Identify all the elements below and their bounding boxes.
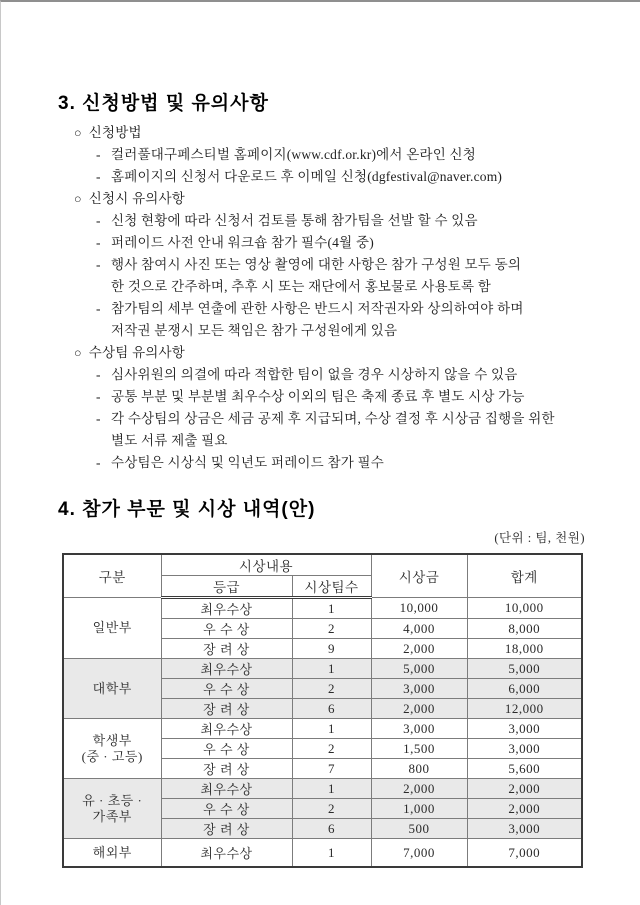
circle-bullet: ○ — [74, 346, 82, 360]
total-cell: 3,000 — [467, 719, 582, 739]
total-cell: 6,000 — [467, 679, 582, 699]
total-cell: 8,000 — [467, 619, 582, 639]
team-count-cell: 2 — [292, 679, 371, 699]
prize-cell: 3,000 — [371, 679, 467, 699]
prize-cell: 4,000 — [371, 619, 467, 639]
list-item-text: 공통 부분 및 부분별 최우수상 이외의 팀은 축제 종료 후 별도 시상 가능 — [111, 389, 525, 404]
prize-cell: 1,500 — [371, 739, 467, 759]
list-item-text: 각 수상팀의 상금은 세금 공제 후 지급되며, 수상 결정 후 시상금 집행을 위한 — [111, 411, 555, 426]
dash-bullet: - — [96, 213, 101, 228]
section4 — [58, 498, 600, 868]
list-item — [58, 298, 600, 320]
grade-cell: 우 수 상 — [161, 619, 292, 639]
category-cell — [63, 779, 161, 839]
dash-bullet: - — [96, 169, 101, 184]
list-item — [58, 364, 600, 386]
grade-cell: 최우수상 — [161, 598, 292, 619]
circle-bullet: ○ — [74, 126, 82, 140]
grade-cell: 최우수상 — [161, 779, 292, 799]
team-count-cell: 1 — [292, 659, 371, 679]
prize-cell: 5,000 — [371, 659, 467, 679]
block-heading — [58, 188, 600, 210]
list-item-text: 홈페이지의 신청서 다운로드 후 이메일 신청(dgfestival@naver.com) — [111, 169, 503, 184]
circle-bullet: ○ — [74, 192, 82, 206]
header-category: 구분 — [63, 554, 161, 598]
team-count-cell: 6 — [292, 699, 371, 719]
dash-bullet: - — [96, 235, 101, 250]
category-cell: 대학부 — [63, 659, 161, 719]
total-cell: 2,000 — [467, 799, 582, 819]
category-cell: 일반부 — [63, 598, 161, 659]
team-count-cell: 2 — [292, 739, 371, 759]
team-count-cell: 2 — [292, 799, 371, 819]
list-item-text: 신청 현황에 따라 신청서 검토를 통해 참가팀을 선발 할 수 있음 — [111, 213, 478, 228]
dash-bullet: - — [96, 147, 101, 162]
table-row — [63, 779, 582, 799]
list-item-text: 행사 참여시 사진 또는 영상 촬영에 대한 사항은 참가 구성원 모두 동의 — [111, 257, 522, 272]
total-cell: 7,000 — [467, 839, 582, 868]
list-item — [58, 254, 600, 276]
block-heading-text: 신청방법 — [88, 125, 142, 140]
list-item-continuation — [58, 276, 600, 298]
header-total: 합계 — [467, 554, 582, 598]
header-team-count: 시상팀수 — [292, 576, 371, 598]
category-line: (중 · 고등) — [81, 748, 143, 764]
table-row — [63, 839, 582, 868]
list-item — [58, 144, 600, 166]
block-heading — [58, 342, 600, 364]
grade-cell: 우 수 상 — [161, 799, 292, 819]
total-cell: 12,000 — [467, 699, 582, 719]
table-row — [63, 659, 582, 679]
total-cell: 3,000 — [467, 819, 582, 839]
category-cell: 해외부 — [63, 839, 161, 868]
grade-cell: 최우수상 — [161, 659, 292, 679]
list-item — [58, 210, 600, 232]
team-count-cell: 6 — [292, 819, 371, 839]
total-cell: 3,000 — [467, 739, 582, 759]
dash-bullet: - — [96, 301, 101, 316]
grade-cell: 최우수상 — [161, 719, 292, 739]
grade-cell: 우 수 상 — [161, 739, 292, 759]
category-line: 가족부 — [92, 808, 132, 824]
grade-cell: 우 수 상 — [161, 679, 292, 699]
prize-cell: 2,000 — [371, 639, 467, 659]
category-line: 학생부 — [92, 732, 132, 748]
list-item — [58, 386, 600, 408]
header-award-content: 시상내용 — [161, 554, 371, 576]
prize-cell: 3,000 — [371, 719, 467, 739]
section3-title: 3. 신청방법 및 유의사항 — [58, 93, 269, 114]
prize-cell: 10,000 — [371, 598, 467, 619]
grade-cell: 최우수상 — [161, 839, 292, 868]
total-cell: 5,000 — [467, 659, 582, 679]
block-heading-text: 신청시 유의사항 — [88, 191, 186, 206]
list-item-continuation — [58, 320, 600, 342]
list-item-text: 한 것으로 간주하며, 추후 시 또는 재단에서 홍보물로 사용토록 함 — [111, 279, 492, 294]
section3-block-winner-notes — [58, 342, 600, 474]
unit-note: (단위 : 팀, 천원) — [494, 531, 585, 545]
team-count-cell: 1 — [292, 598, 371, 619]
dash-bullet: - — [96, 411, 101, 426]
grade-cell: 장 려 상 — [161, 639, 292, 659]
section4-title: 4. 참가 부문 및 시상 내역(안) — [58, 499, 316, 520]
block-heading — [58, 122, 600, 144]
table-row — [63, 719, 582, 739]
category-line: 유 · 초등 · — [82, 792, 143, 808]
list-item-text: 수상팀은 시상식 및 익년도 퍼레이드 참가 필수 — [111, 455, 385, 470]
category-cell — [63, 719, 161, 779]
team-count-cell: 1 — [292, 719, 371, 739]
list-item — [58, 452, 600, 474]
list-item-text: 별도 서류 제출 필요 — [111, 433, 228, 448]
prize-cell: 800 — [371, 759, 467, 779]
list-item-text: 저작권 분쟁시 모든 책임은 참가 구성원에게 있음 — [111, 323, 398, 338]
award-table — [62, 553, 583, 868]
team-count-cell: 7 — [292, 759, 371, 779]
dash-bullet: - — [96, 257, 101, 272]
prize-cell: 7,000 — [371, 839, 467, 868]
grade-cell: 장 려 상 — [161, 759, 292, 779]
dash-bullet: - — [96, 389, 101, 404]
grade-cell: 장 려 상 — [161, 819, 292, 839]
list-item-continuation — [58, 430, 600, 452]
prize-cell: 2,000 — [371, 699, 467, 719]
list-item-text: 참가팀의 세부 연출에 관한 사항은 반드시 저작권자와 상의하여야 하며 — [111, 301, 524, 316]
list-item — [58, 408, 600, 430]
total-cell: 18,000 — [467, 639, 582, 659]
dash-bullet: - — [96, 455, 101, 470]
grade-cell: 장 려 상 — [161, 699, 292, 719]
section3-block-apply-notes — [58, 188, 600, 342]
header-prize: 시상금 — [371, 554, 467, 598]
total-cell: 5,600 — [467, 759, 582, 779]
table-row — [63, 598, 582, 619]
list-item — [58, 166, 600, 188]
prize-cell: 500 — [371, 819, 467, 839]
prize-cell: 2,000 — [371, 779, 467, 799]
table-header-row-1 — [63, 554, 582, 576]
list-item-text: 컬러풀대구페스티벌 홈페이지(www.cdf.or.kr)에서 온라인 신청 — [111, 147, 477, 162]
list-item-text: 퍼레이드 사전 안내 워크숍 참가 필수(4월 중) — [111, 235, 374, 250]
section3-block-apply-method — [58, 122, 600, 188]
total-cell: 2,000 — [467, 779, 582, 799]
prize-cell: 1,000 — [371, 799, 467, 819]
team-count-cell: 1 — [292, 779, 371, 799]
team-count-cell: 9 — [292, 639, 371, 659]
block-heading-text: 수상팀 유의사항 — [88, 345, 186, 360]
dash-bullet: - — [96, 367, 101, 382]
list-item-text: 심사위원의 의결에 따라 적합한 팀이 없을 경우 시상하지 않을 수 있음 — [111, 367, 518, 382]
header-grade: 등급 — [161, 576, 292, 598]
team-count-cell: 2 — [292, 619, 371, 639]
team-count-cell: 1 — [292, 839, 371, 868]
total-cell: 10,000 — [467, 598, 582, 619]
list-item — [58, 232, 600, 254]
